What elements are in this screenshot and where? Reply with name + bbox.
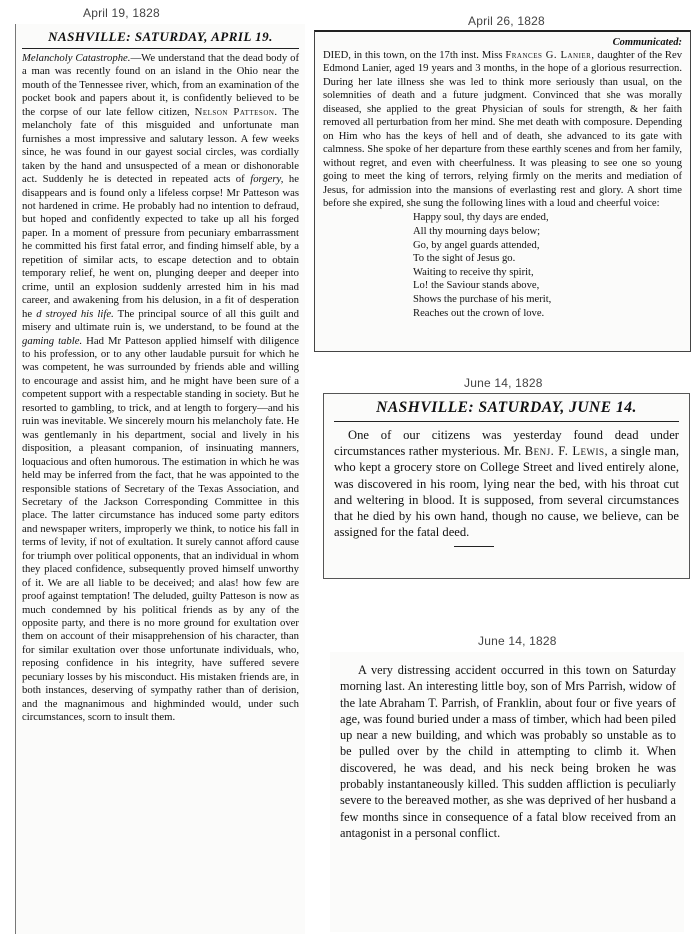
emphasis-text: forgery,: [250, 173, 284, 186]
article-text: The principal source of all this guilt and misery and ultimate ruin is, we understand, to be found at the: [22, 307, 299, 334]
article-lewis: [334, 427, 679, 540]
obituary-text: daughter of the Rev Edmond Lanier, aged 19 years and 3 months, in the hope of a glorious resurrection. During her late illness she was led to think more seriously than usual, on the solemnities of death and a future judgment. Convinced that she was morally diseased, she applied to the great Physician of souls for strength, & her faith removed all perturbation from her mind. She met death with composure. Depending on Him who has the keys of hell and of death, she advanced to its gate with calmness. She spoke of her departure from these earthly scenes and from her family, without regret, and even with cheerfulness. It was pleasing to see one so young going to meet the king of terrors, relying firmly on the merits and mediation of Jesus, for admission into the mansions of everlasting rest and glory. A short time before she expired, she sung the following lines with a loud and cheerful voice:: [323, 50, 682, 209]
article-parrish: A very distressing accident occurred in this town on Saturday morning last. An interesting little boy, son of Mrs Parrish, widow of the late Abraham T. Parrish, of Franklin, about four or five years of age, was found buried under a mass of timber, which had been piled up near a new building, and which was probably so unstable as to be pulled over by the child in attempting to climb it. When discovered, he was dead, and his neck being broken he was probably instantaneously killed. This sudden affliction is peculiarly severe to the bereaved mother, as she was deprived of her husband a few months since in consequence of a fatal blow received from an antagonist in a personal conflict.: [340, 663, 676, 840]
masthead-rule: [22, 48, 299, 49]
article-text: The melancholy fate of this misguided and unfortunate man furnishes a most impressive and salutary lesson. A few weeks since, he was found in our gayest social circles, was cordially taken by the hand and unsuspected of a mean or dishonorable act. Suddenly he is detected in repeated acts of: [22, 105, 299, 186]
article-text: a single man, who kept a grocery store on College Street and lived entirely alone, was discovered in his room, lying near the bed, with his throat cut and weltering in blood. It is supposed, from several circumstances that he died by his own hand, though no cause, we believe, can be assigned for the fatal deed.: [334, 444, 680, 540]
hymn-line: Happy soul, thy days are ended,: [413, 212, 549, 224]
hymn-line: Reaches out the crown of love.: [413, 307, 545, 319]
masthead-april-19: NASHVILLE: SATURDAY, APRIL 19.: [48, 29, 273, 44]
masthead-rule: [334, 421, 679, 422]
clipping-june-14-parrish: [330, 652, 684, 932]
date-caption-june-14-top: June 14, 1828: [464, 376, 543, 390]
article-melancholy-catastrophe: [22, 52, 299, 725]
date-caption-april-26: April 26, 1828: [468, 14, 545, 28]
masthead-june-14: NASHVILLE: SATURDAY, JUNE 14.: [376, 399, 637, 416]
hymn-line: Go, by angel guards attended,: [413, 239, 540, 251]
clipping-april-26: [314, 30, 691, 352]
hymn-line: To the sight of Jesus go.: [413, 253, 516, 265]
person-name: Frances G. Lanier,: [505, 50, 595, 61]
article-text: he disappears and is found only a lifeless corpse! Mr Patteson was not hardened in crime. He probably had no intention to defraud, but hoped and confidently expected to take up all his forged paper. In a moment of pressure from pecuniary embarrassment he committed his first fatal error, and finding himself able, by a repetition of similar acts, to escape detection and to obtain temporary relief, he went on, plunging deeper and deeper into crime, until an explosion suddenly arrested him in his mad career, and awakening from his delusion, in a fit of desperation he: [22, 173, 300, 320]
person-name: Benj. F. Lewis,: [524, 444, 609, 459]
article-text: —We understand that the dead body of a man was recently found on an island in the Ohio near the mouth of the Tennessee river, which, from an examination of the pocket book and papers about it, is confidently believed to be the corpse of our late fellow citizen,: [22, 52, 299, 118]
article-title: Melancholy Catastrophe.: [22, 52, 131, 64]
clipping-april-19: [15, 24, 305, 934]
hymn-line: Waiting to receive thy spirit,: [413, 266, 534, 278]
hymn-line: Shows the purchase of his merit,: [413, 294, 552, 305]
person-name: Nelson Patteson.: [194, 105, 278, 118]
emphasis-text: gaming table.: [22, 334, 83, 347]
hymn-line: All thy mourning days below;: [413, 226, 541, 238]
date-caption-april-19: April 19, 1828: [83, 6, 160, 20]
communicated-label: Communicated:: [612, 37, 682, 48]
hymn-verse: [323, 211, 682, 320]
article-text: One of our citizens was yesterday found dead under circumstances rather mysterious. Mr.: [334, 428, 679, 459]
clipping-june-14-lewis: [323, 393, 690, 579]
obituary-lanier: [323, 49, 682, 210]
obituary-text: DIED, in this town, on the 17th inst. Miss: [323, 50, 503, 61]
emphasis-text: d stroyed his life.: [36, 307, 114, 320]
hymn-line: Lo! the Saviour stands above,: [413, 280, 540, 292]
closing-rule: [454, 546, 494, 547]
article-text: Had Mr Patteson applied himself with diligence to his profession, or to any other laudable pursuit for which he was competent, he was surrounded by friends able and willing to encourage and assist him, and he might have been sure of a competent support with a respectable standing in society. But he resorted to gambling, to trick, and at length to forgery—and his ruin was inevitable. We sincerely mourn his melancholy fate. He was gentlemanly in his department, social and lively in his disposition, a pleasant companion, of insinuating manners, loquacious and often humorous. The estimation in which he was held may be inferred from the fact, that he was appointed to the responsible stations of Secretary of the Texas Association, and Secretary of the Jackson Corresponding Committee in this place. The latter circumstance has induced some party editors and newspaper writers, improperly we think, to notice his fall in terms of levity, if not of exultation. It surely cannot afford cause for triumph over political opponents, that an individual in whom they placed confidence, subsequently proved himself unworthy of it. We are all liable to be deceived; and alas! how few are proof against temptation! The deluded, guilty Patteson is now as much condemned by his political friends as by any of the opposite party, and there is no more ground for exultation over them on account of their misapprehension of his character, than for similar exultation over those unfortunate individuals, who, reposing confidence in his integrity, have suffered severe pecuniary losses by his misconduct. His mistaken friends are, in both instances, deserving of sympathy rather than of derision, and the magnanimous and highminded would, under such circumstances, scorn to insult them.: [22, 334, 299, 724]
date-caption-june-14-bottom: June 14, 1828: [478, 634, 557, 648]
